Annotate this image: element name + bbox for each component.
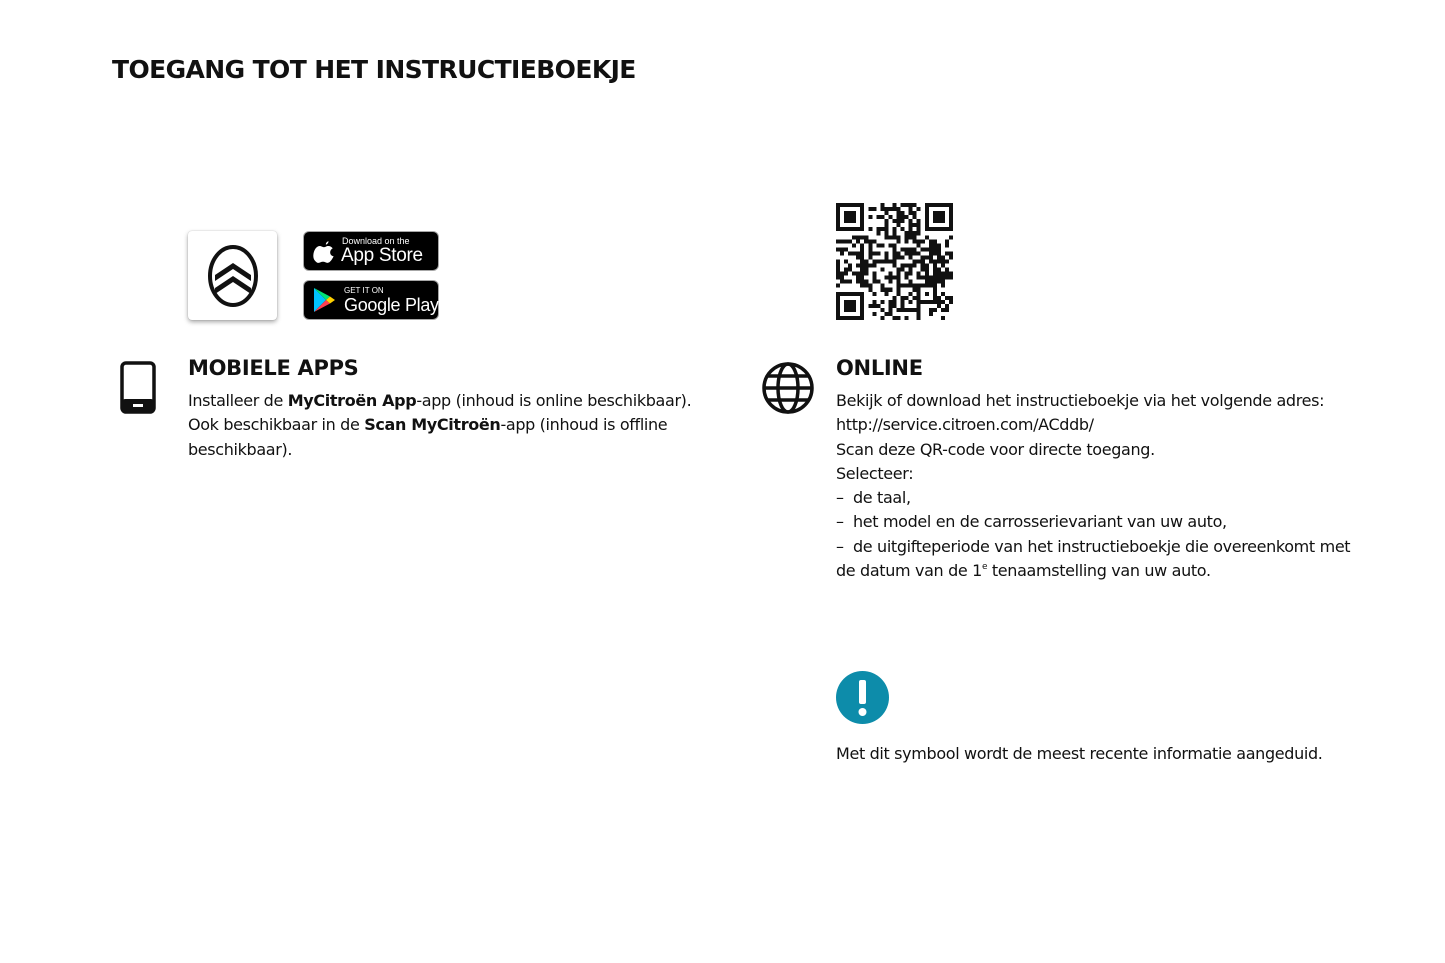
list-item: – de taal, (836, 488, 911, 508)
exclamation-icon (836, 671, 889, 724)
page-title: TOEGANG TOT HET INSTRUCTIEBOEKJE (112, 55, 636, 84)
online-text (836, 389, 1396, 583)
notice-text: Met dit symbool wordt de meest recente informatie aangeduid. (836, 744, 1323, 763)
scan-mycitroen-app-name: Scan MyCitroën (364, 415, 501, 435)
mobile-line-3: beschikbaar). (188, 439, 293, 459)
manual-url-link[interactable]: http://service.citroen.com/ACddb/ (836, 415, 1094, 435)
scan-instruction: Scan deze QR-code voor directe toegang. (836, 439, 1155, 459)
google-play-badge[interactable] (303, 280, 439, 320)
list-item-continuation: de datum van de 1e tenaamstelling van uw auto. (836, 561, 1211, 581)
google-play-small-label: GET IT ON (344, 286, 384, 295)
app-store-label: App Store (341, 245, 423, 266)
list-item: – het model en de carrosserievariant van uw auto, (836, 512, 1227, 532)
mycitroen-app-tile[interactable] (188, 231, 277, 320)
citroen-logo-icon (207, 244, 259, 308)
mobile-line-1: Installeer de MyCitroën App-app (inhoud is online beschikbaar). (188, 391, 692, 410)
apple-icon (312, 238, 336, 264)
mobile-apps-text (188, 389, 708, 462)
select-label: Selecteer: (836, 463, 914, 483)
list-item: – de uitgifteperiode van het instructieboekje die overeenkomt met (836, 536, 1351, 556)
app-store-small-label: Download on the (342, 236, 410, 246)
globe-icon (761, 361, 815, 415)
online-intro: Bekijk of download het instructieboekje via het volgende adres: (836, 391, 1325, 410)
google-play-label: Google Play (344, 295, 439, 315)
smartphone-icon (120, 361, 158, 414)
online-heading: ONLINE (836, 356, 923, 380)
app-store-badge[interactable] (303, 231, 439, 271)
qr-code[interactable] (836, 203, 953, 320)
google-play-icon (312, 287, 336, 313)
mobile-line-2: Ook beschikbaar in de Scan MyCitroën-app (inhoud is offline (188, 415, 668, 435)
mycitroen-app-name: MyCitroën App (287, 391, 417, 410)
mobile-apps-heading: MOBIELE APPS (188, 356, 359, 380)
